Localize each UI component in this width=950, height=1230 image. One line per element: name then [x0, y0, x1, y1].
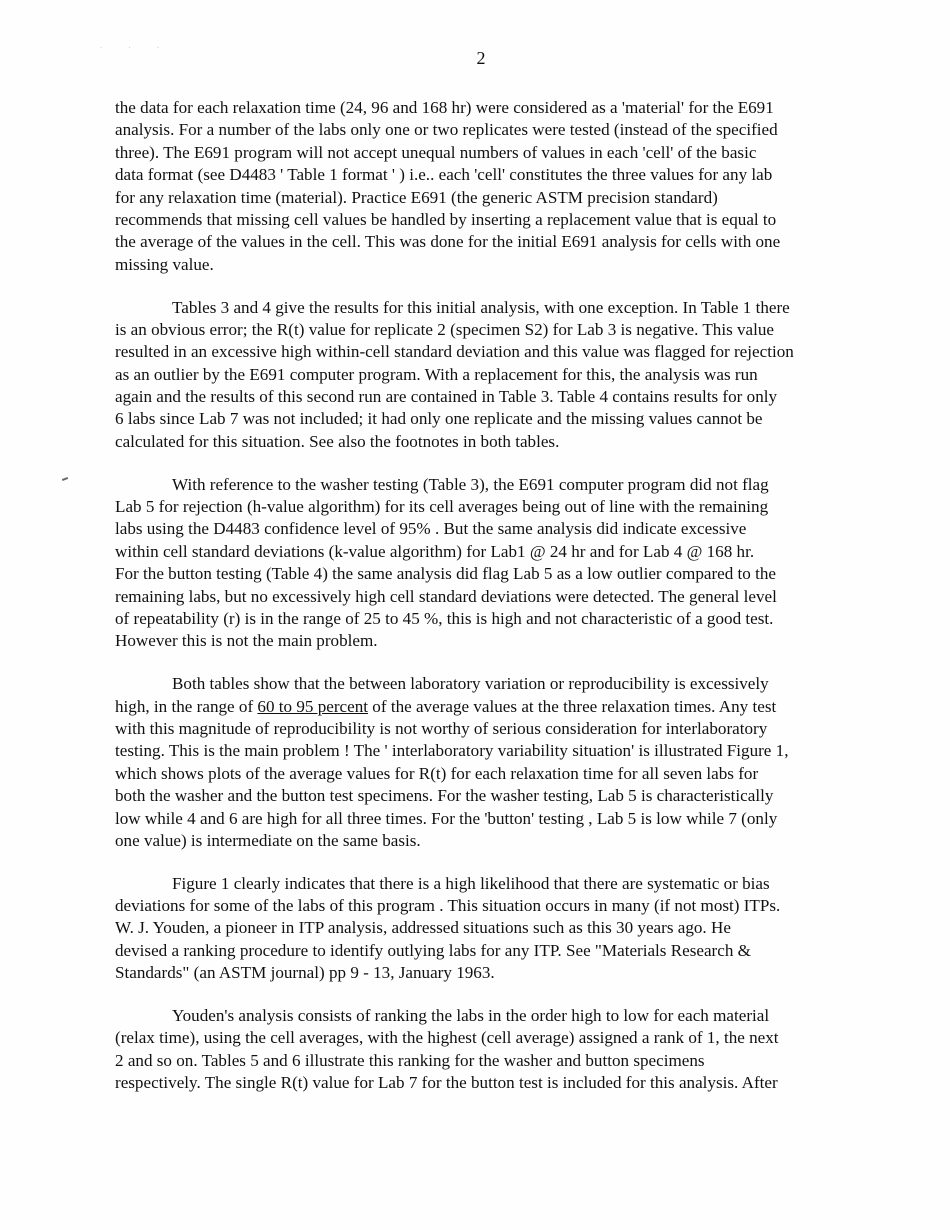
text-line: one value) is intermediate on the same basis. — [115, 830, 421, 850]
text-line: low while 4 and 6 are high for all three times. For the 'button' testing , Lab 5 is low while 7 (only — [115, 808, 778, 828]
text-line: within cell standard deviations (k-value algorithm) for Lab1 @ 24 hr and for Lab 4 @ 168 hr. — [115, 541, 755, 561]
text-line: Standards" (an ASTM journal) pp 9 - 13, January 1963. — [115, 963, 495, 983]
text-line: analysis. For a number of the labs only one or two replicates were tested (instead of the specified — [115, 120, 778, 140]
text-line: of repeatability (r) is in the range of 25 to 45 %, this is high and not characteristic of a good test. — [115, 608, 774, 628]
text-line: remaining labs, but no excessively high cell standard deviations were detected. The general level — [115, 586, 777, 606]
text-line: For the button testing (Table 4) the same analysis did flag Lab 5 as a low outlier compared to the — [115, 564, 777, 584]
text-line: which shows plots of the average values for R(t) for each relaxation time for all seven labs for — [115, 763, 759, 783]
text-line: devised a ranking procedure to identify outlying labs for any ITP. See "Materials Research & — [115, 940, 751, 960]
text-line: 6 labs since Lab 7 was not included; it had only one replicate and the missing values cannot be — [115, 409, 763, 429]
scan-speckle-dash — [62, 477, 68, 481]
underlined-phrase: 60 to 95 percent — [257, 696, 369, 716]
text-line: W. J. Youden, a pioneer in ITP analysis, addressed situations such as this 30 years ago. He — [115, 918, 731, 938]
text-line: the average of the values in the cell. This was done for the initial E691 analysis for cells with one — [115, 232, 781, 252]
text-line: both the washer and the button test specimens. For the washer testing, Lab 5 is characteristically — [115, 786, 774, 806]
text-fragment: of the average values at the three relaxation times. Any test — [368, 696, 777, 716]
text-line: again and the results of this second run are contained in Table 3. Table 4 contains results for only — [115, 387, 778, 407]
text-line: With reference to the washer testing (Table 3), the E691 computer program did not flag — [172, 474, 769, 494]
text-line: calculated for this situation. See also the footnotes in both tables. — [115, 431, 560, 451]
text-line: Lab 5 for rejection (h-value algorithm) for its cell averages being out of line with the remaining — [115, 497, 769, 517]
document-body — [115, 97, 867, 1115]
text-line: data format (see D4483 ' Table 1 format ' ) i.e.. each 'cell' constitutes the three values for any lab — [115, 165, 773, 185]
text-line: Both tables show that the between laboratory variation or reproducibility is excessively — [172, 674, 769, 694]
text-line: Youden's analysis consists of ranking the labs in the order high to low for each material — [172, 1006, 770, 1026]
text-line: missing value. — [115, 254, 214, 274]
text-line: 2 and so on. Tables 5 and 6 illustrate this ranking for the washer and button specimens — [115, 1050, 705, 1070]
text-line: (relax time), using the cell averages, with the highest (cell average) assigned a rank of 1, the next — [115, 1028, 779, 1048]
text-line — [115, 696, 867, 718]
text-line: as an outlier by the E691 computer program. With a replacement for this, the analysis was run — [115, 364, 758, 384]
text-line: with this magnitude of reproducibility is not worthy of serious consideration for interlaboratory — [115, 718, 768, 738]
text-line: for any relaxation time (material). Practice E691 (the generic ASTM precision standard) — [115, 187, 718, 207]
text-line: labs using the D4483 confidence level of 95% . But the same analysis did indicate excessive — [115, 519, 747, 539]
text-line: testing. This is the main problem ! The ' interlaboratory variability situation' is illustrated Figure 1, — [115, 741, 789, 761]
page-number: 2 — [476, 48, 486, 68]
text-line: the data for each relaxation time (24, 96 and 168 hr) were considered as a 'material' for the E691 — [115, 98, 774, 117]
text-fragment: high, in the range of — [115, 696, 258, 716]
text-line: However this is not the main problem. — [115, 631, 378, 651]
text-line: deviations for some of the labs of this program . This situation occurs in many (if not most) ITPs. — [115, 896, 781, 916]
text-line: recommends that missing cell values be handled by inserting a replacement value that is equal to — [115, 209, 777, 229]
paragraph-1 — [115, 97, 867, 276]
paragraph-2 — [115, 297, 867, 454]
text-line: Figure 1 clearly indicates that there is a high likelihood that there are systematic or bias — [172, 873, 770, 893]
paragraph-4 — [115, 673, 867, 852]
text-line: respectively. The single R(t) value for Lab 7 for the button test is included for this analysis. After — [115, 1073, 778, 1093]
text-line: is an obvious error; the R(t) value for replicate 2 (specimen S2) for Lab 3 is negative. This value — [115, 319, 775, 339]
text-line: three). The E691 program will not accept unequal numbers of values in each 'cell' of the basic — [115, 142, 757, 162]
text-line: resulted in an excessive high within-cell standard deviation and this value was flagged for rejection — [115, 342, 794, 362]
paragraph-5 — [115, 873, 867, 985]
paragraph-3 — [115, 474, 867, 653]
paragraph-6 — [115, 1005, 867, 1095]
text-line: Tables 3 and 4 give the results for this initial analysis, with one exception. In Table 1 there — [172, 297, 790, 317]
scan-speckle: . . . — [100, 40, 172, 50]
